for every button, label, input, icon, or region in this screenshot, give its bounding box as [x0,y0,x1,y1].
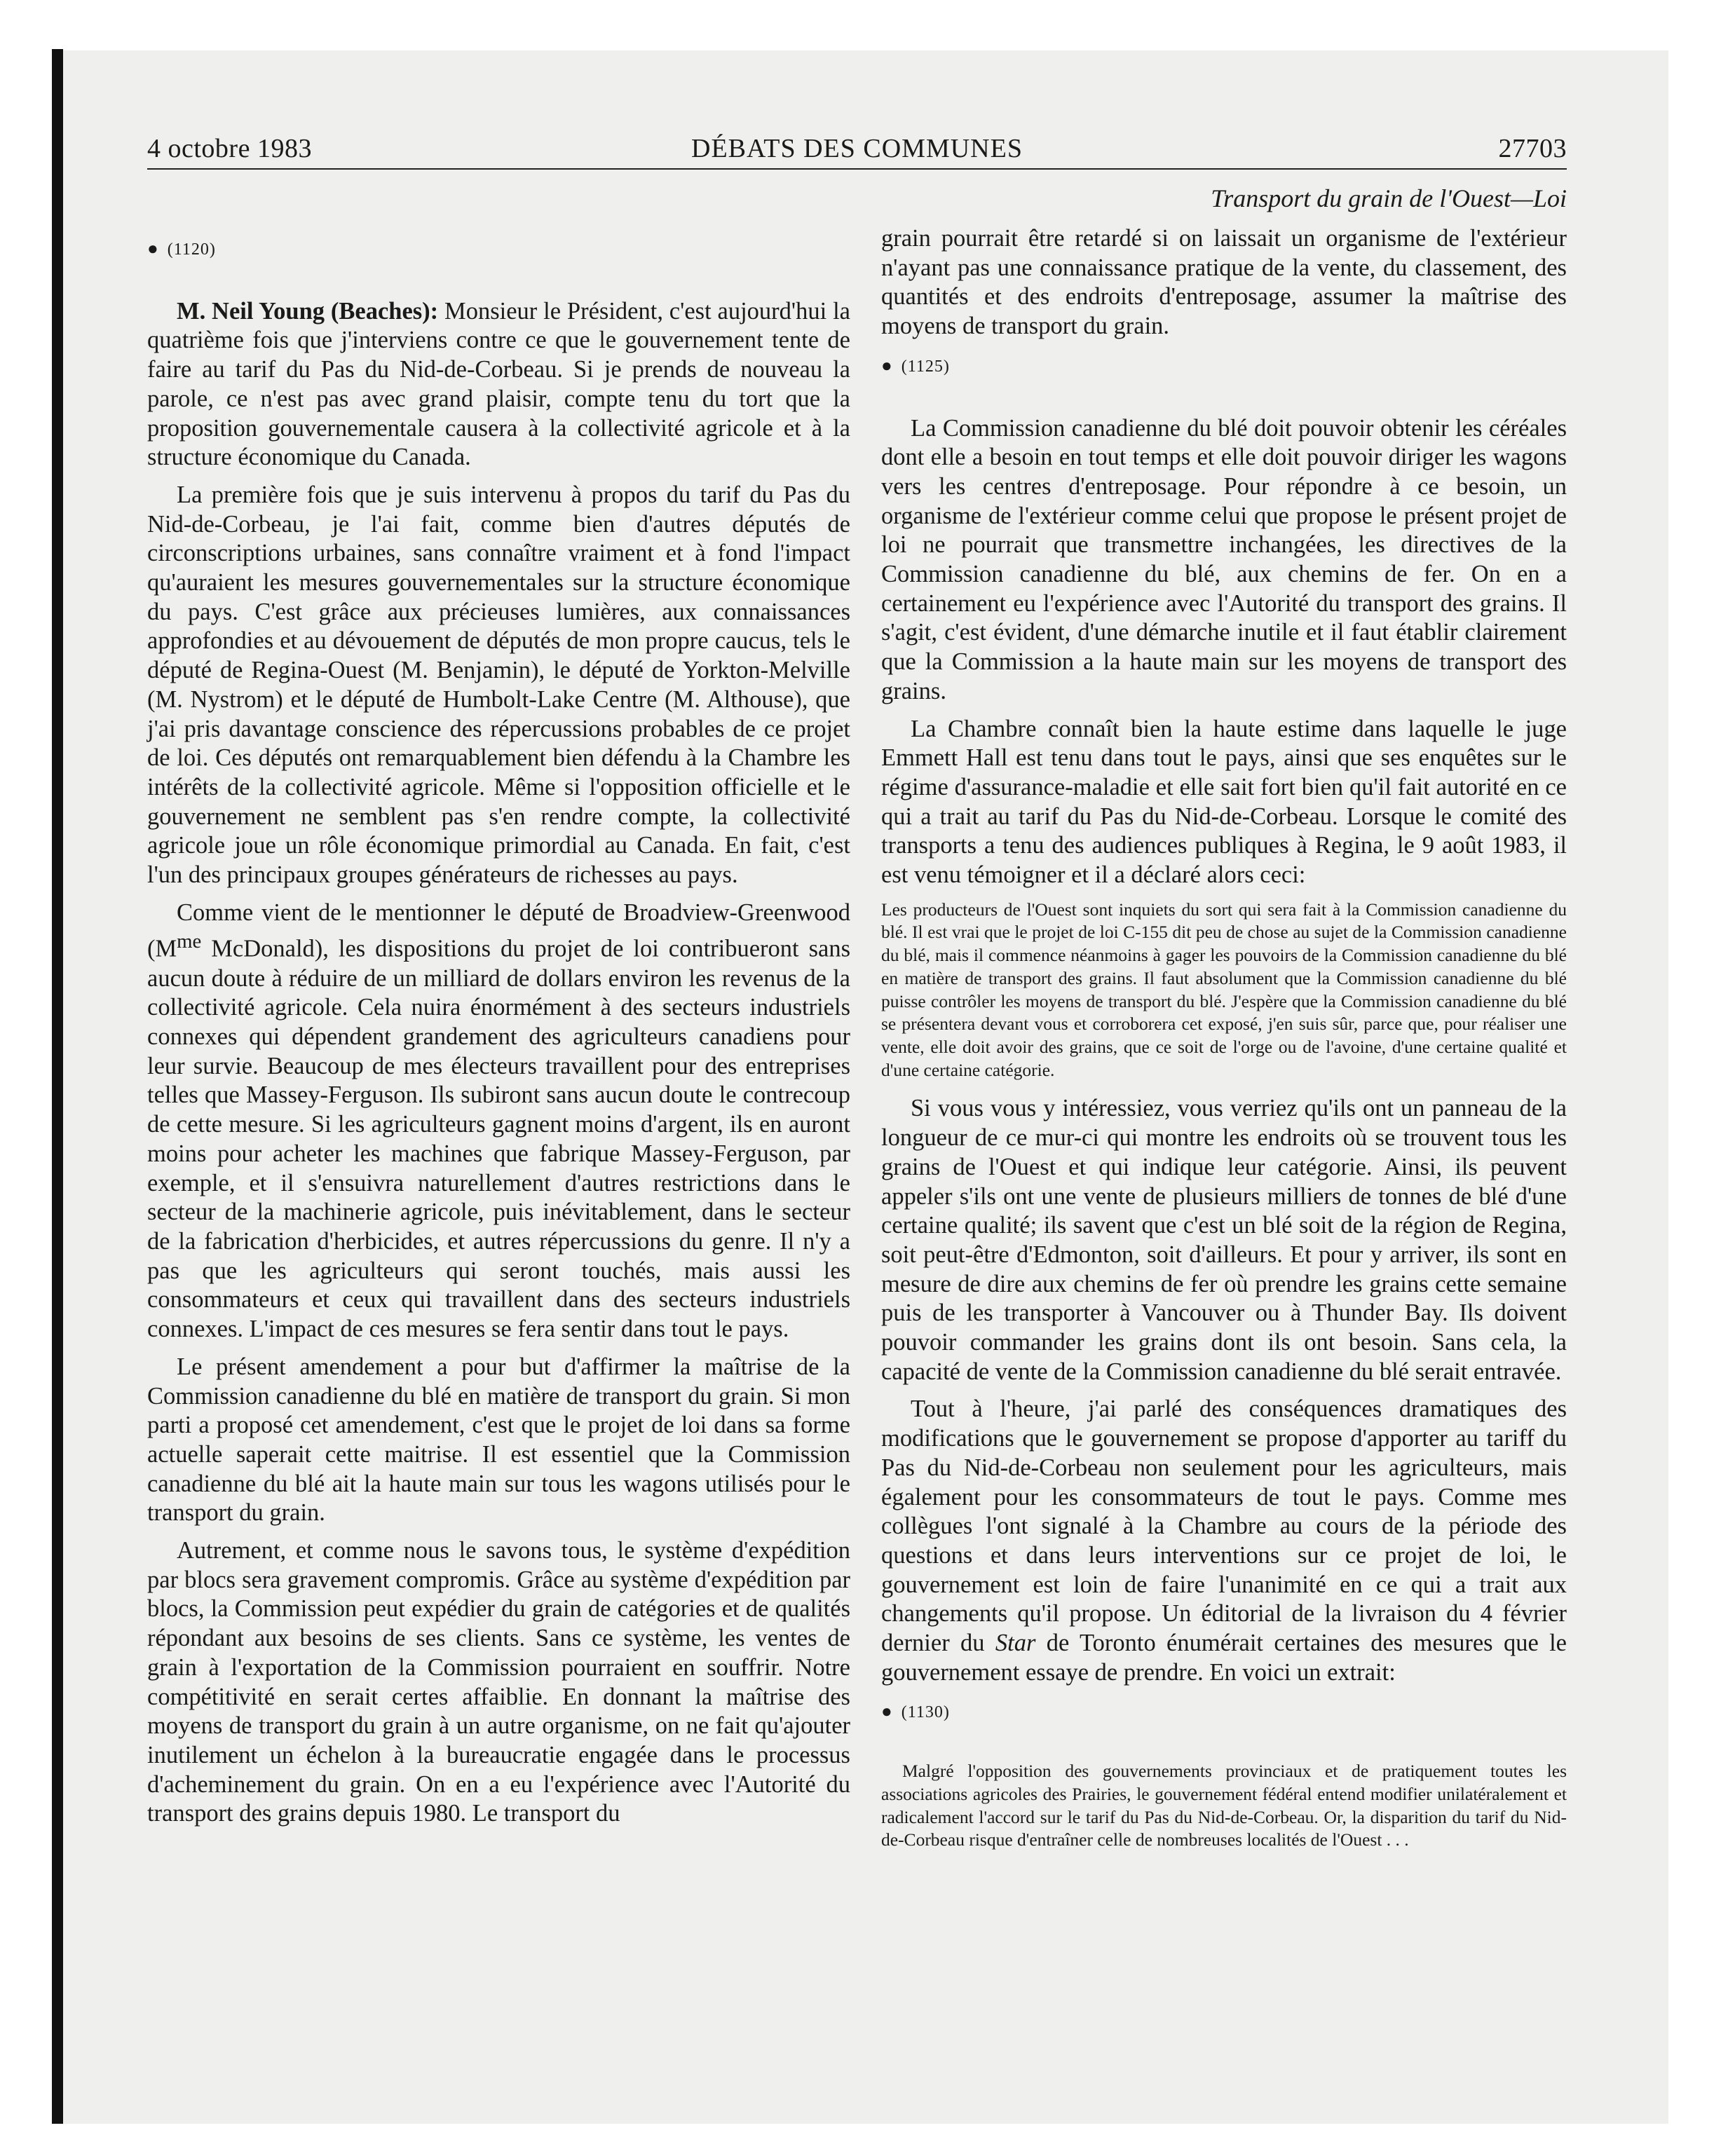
running-head: Transport du grain de l'Ouest—Loi [1211,184,1567,212]
paragraph: La Commission canadienne du blé doit pouvoir obtenir les céréales dont elle a besoin en tout temps et elle doit pouvoir diriger les wagons vers les centres d'entreposage. Pour répondre à ce besoin, un organisme de l'extérieur comme celui que propose le présent projet de loi ne pourrait que transmettre inchangées, les directives de la Commission canadienne du blé, aux chemins de fer. On en a certainement eu l'expérience avec l'Autorité du transport des grains. Il s'agit, c'est évident, d'une démarche inutile et il faut établir clairement que la Commission a la haute main sur les moyens de transport des grains. [881,414,1567,704]
paragraph: Autrement, et comme nous le savons tous, le système d'expédition par blocs sera gravement compromis. Grâce au système d'expédition par blocs, la Commission peut expédier du grain de catégories et de qualités répondant aux besoins de ses clients. Sans ce système, les ventes de grain à l'exportation de la Commission pourraient en souffrir. Notre compétitivité en serait certes affaiblie. En donnant la maîtrise des moyens de transport du grain à un autre organisme, on ne fait qu'ajouter inutilement un échelon à la bureaucratie engagée dans le processus d'acheminement du grain. On en a eu l'expérience avec l'Autorité du transport des grains depuis 1980. Le transport du [147,1537,850,1827]
paragraph-continued: grain pourrait être retardé si on laissait un organisme de l'extérieur n'ayant pas une connaissance pratique de la vente, du classement, des quantités et des endroits d'entreposage, assumer la maîtrise des moyens de transport du grain. [881,225,1567,340]
paragraph: La Chambre connaît bien la haute estime dans laquelle le juge Emmett Hall est tenu dans tout le pays, ainsi que ses enquêtes sur le régime d'assurance-maladie et elle sait fort bien qu'il fait autorité en ce qui a trait au tarif du Pas du Nid-de-Corbeau. Lorsque le comité des transports a tenu des audiences publiques à Regina, le 9 août 1983, il est venu témoigner et il a déclaré alors ceci: [881,715,1567,889]
page-header [147,133,1567,170]
time-marker: ● (1125) [881,355,950,376]
paragraph: Tout à l'heure, j'ai parlé des conséquences dramatiques des modifications que le gouvernement se propose d'apporter au tariff du Pas du Nid-de-Corbeau non seulement pour les agriculteurs, mais également pour les consommateurs de tout le pays. Comme mes collègues l'ont signalé à la Chambre au cours de la période des questions et dans leurs interventions sur ce projet de loi, le gouvernement est loin de faire l'unanimité en ce qui a trait aux changements qu'il propose. Un éditorial de la livraison du 4 février dernier du Star de Toronto énumérait certaines des mesures que le gouvernement essaye de prendre. En voici un extrait: [881,1396,1567,1686]
block-quote: Les producteurs de l'Ouest sont inquiets du sort qui sera fait à la Commission canadienne du blé. Il est vrai que le projet de loi C-155 dit peu de chose au sujet de la Commission canadienne du blé, mais il commence néanmoins à gager les pouvoirs de la Commission canadienne du blé en matière de transport des grains. Il faut absolument que la Commission canadienne du blé puisse contrôler les moyens de transport du blé. J'espère que la Commission canadienne du blé se présentera devant vous et corroborera cet exposé, j'en suis sûr, parce que, pour réaliser une vente, elle doit avoir des grains, que ce soit de l'orge ou de l'avoine, d'une certaine qualité et d'une certaine catégorie. [881,899,1567,1080]
scan-edge-bar [52,49,63,2124]
paragraph: Le présent amendement a pour but d'affirmer la maîtrise de la Commission canadienne du blé en matière de transport du grain. Si mon parti a proposé cet amendement, c'est que le projet de loi dans sa forme actuelle saperait cette maitrise. Il est essentiel que la Commission canadienne du blé ait la haute main sur tous les wagons utilisés pour le transport du grain. [147,1353,850,1527]
time-marker: ● (1120) [147,238,216,259]
left-column [147,224,850,1837]
paragraph: Si vous vous y intéressiez, vous verriez qu'ils ont un panneau de la longueur de ce mur-ci qui montre les endroits où se trouvent tous les grains de l'Ouest et qui indique leur catégorie. Ainsi, ils peuvent appeler s'ils ont une vente de plusieurs milliers de tonnes de blé d'une certaine qualité; ils savent que c'est un blé soit de la région de Regina, soit peut-être d'Edmonton, soit d'ailleurs. Et pour y arriver, ils sont en mesure de dire aux chemins de fer où prendre les grains cette semaine puis de les transporter à Vancouver ou à Thunder Bay. Ils doivent pouvoir commander les grains dont ils ont besoin. Sans cela, la capacité de vente de la Commission canadienne du blé serait entravée. [881,1095,1567,1385]
paragraph: La première fois que je suis intervenu à propos du tarif du Pas du Nid-de-Corbeau, je l'ai fait, comme bien d'autres députés de circonscriptions urbaines, sans connaître vraiment et à fond l'impact qu'auraient les mesures gouvernementales sur la structure économique du pays. C'est grâce aux précieuses lumières, aux connaissances approfondies et au dévouement de députés de mon propre caucus, tels le député de Regina-Ouest (M. Benjamin), le député de Yorkton-Melville (M. Nystrom) et le député de Humbolt-Lake Centre (M. Althouse), que j'ai pris davantage conscience des répercussions probables de ce projet de loi. Ces députés ont remarquablement bien défendu à la Chambre les intérêts de la collectivité agricole. Même si l'opposition officielle et le gouvernement ne semblent pas s'en rendre compte, la collectivité agricole joue un rôle économique primordial au Canada. En fait, c'est l'un des principaux groupes générateurs de richesses au pays. [147,481,850,889]
right-column [881,224,1567,1864]
bullet-icon: ● [881,1701,893,1722]
bullet-icon: ● [147,238,159,259]
header-title: DÉBATS DES COMMUNES [691,134,1023,163]
paragraph: M. Neil Young (Beaches): Monsieur le Président, c'est aujourd'hui la quatrième fois que j'interviens contre ce que le gouvernement tente de faire au tarif du Pas du Nid-de-Corbeau. Si je prends de nouveau la parole, ce n'est pas avec grand plaisir, compte tenu du tort que la proposition gouvernementale causera à la collectivité agricole et à la structure économique du Canada. [147,297,850,471]
paragraph: Comme vient de le mentionner le député de Broadview-Greenwood ($M^{me}$ McDonald), les dispositions du projet de loi contribueront sans aucun doute à réduire de un milliard de dollars environ les revenus de la collectivité agricole. Cela nuira énormément à des secteurs industriels connexes qui dépendent grandement des agriculteurs canadiens pour leur survie. Beaucoup de mes électeurs travaillent pour des entreprises telles que Massey-Ferguson. Ils subiront sans aucun doute le contrecoup de cette mesure. Si les agriculteurs gagnent moins d'argent, ils en auront moins pour acheter les machines que fabrique Massey-Ferguson, par exemple, et il s'ensuivra naturellement d'autres restrictions dans le secteur de la machinerie agricole, puis inévitablement, dans le secteur de la fabrication d'herbicides, et autres répercussions du genre. Il n'y a pas que les agriculteurs qui seront touchés, mais aussi les consommateurs et ceux qui travaillent dans des secteurs industriels connexes. L'impact de ces mesures se fera sentir dans tout le pays. [147,899,850,1343]
time-marker: ● (1130) [881,1701,950,1722]
header-rule [147,168,1567,170]
header-page-number: 27703 [1498,134,1567,163]
block-quote: Malgré l'opposition des gouvernements provinciaux et de pratiquement toutes les associations agricoles des Prairies, le gouvernement fédéral entend modifier unilatéralement et radicalement l'accord sur le tarif du Pas du Nid-de-Corbeau. Or, la disparition du tarif du Nid-de-Corbeau risque d'entraîner celle de nombreuses localités de l'Ouest . . . [881,1761,1567,1850]
bullet-icon: ● [881,355,893,376]
header-date: 4 octobre 1983 [147,134,312,163]
speaker-name: M. Neil Young (Beaches): [177,297,439,325]
